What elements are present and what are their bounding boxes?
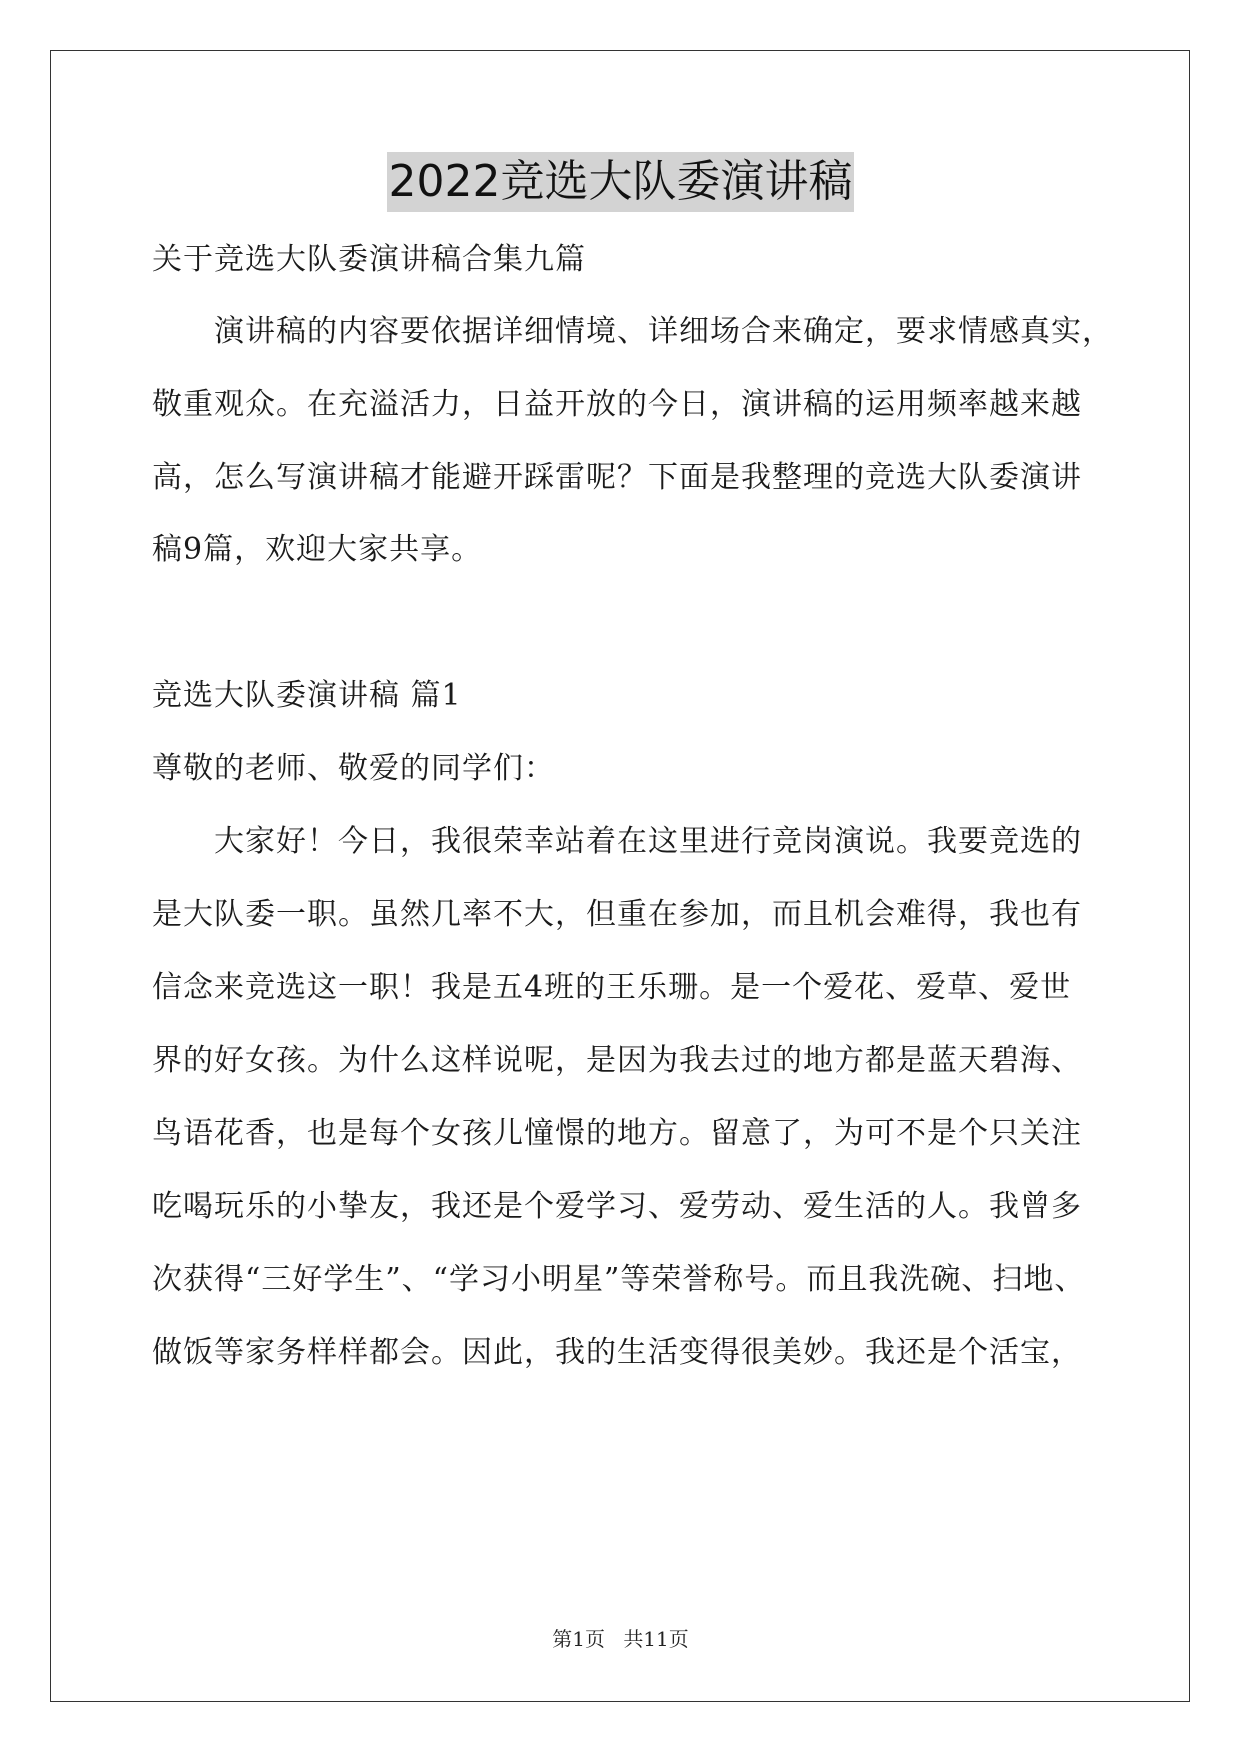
intro-line-1: 演讲稿的内容要依据详细情境、详细场合来确定，要求情感真实， [214, 314, 1113, 349]
page-number-current: 第1页 [552, 1627, 605, 1651]
page-border [50, 50, 1190, 1702]
body-line-4: 界的好女孩。为什么这样说呢，是因为我去过的地方都是蓝天碧海、 [152, 1043, 1082, 1078]
page-number-total: 共11页 [623, 1627, 689, 1651]
greeting-line: 尊敬的老师、敬爱的同学们： [152, 751, 555, 786]
body-line-8: 做饭等家务样样都会。因此，我的生活变得很美妙。我还是个活宝， [152, 1335, 1082, 1370]
intro-line-2: 敬重观众。在充溢活力，日益开放的今日，演讲稿的运用频率越来越 [152, 387, 1082, 422]
body-line-5: 鸟语花香，也是每个女孩儿憧憬的地方。留意了，为可不是个只关注 [152, 1116, 1082, 1151]
document-title: 2022竞选大队委演讲稿 [387, 152, 855, 212]
body-line-6: 吃喝玩乐的小挚友，我还是个爱学习、爱劳动、爱生活的人。我曾多 [152, 1189, 1082, 1224]
body-line-3: 信念来竞选这一职！我是五4班的王乐珊。是一个爱花、爱草、爱世 [152, 970, 1072, 1005]
section-heading: 竞选大队委演讲稿 篇1 [152, 678, 462, 713]
body-line-1: 大家好！今日，我很荣幸站着在这里进行竞岗演说。我要竞选的 [214, 824, 1082, 859]
body-line-7: 次获得“三好学生”、“学习小明星”等荣誉称号。而且我洗碗、扫地、 [152, 1262, 1086, 1297]
intro-line-3: 高，怎么写演讲稿才能避开踩雷呢？下面是我整理的竞选大队委演讲 [152, 460, 1082, 495]
document-subtitle: 关于竞选大队委演讲稿合集九篇 [152, 242, 586, 277]
body-line-2: 是大队委一职。虽然几率不大，但重在参加，而且机会难得，我也有 [152, 897, 1082, 932]
title-container [0, 152, 1241, 212]
intro-line-4: 稿9篇，欢迎大家共享。 [152, 532, 483, 567]
page-footer [0, 1625, 1241, 1653]
